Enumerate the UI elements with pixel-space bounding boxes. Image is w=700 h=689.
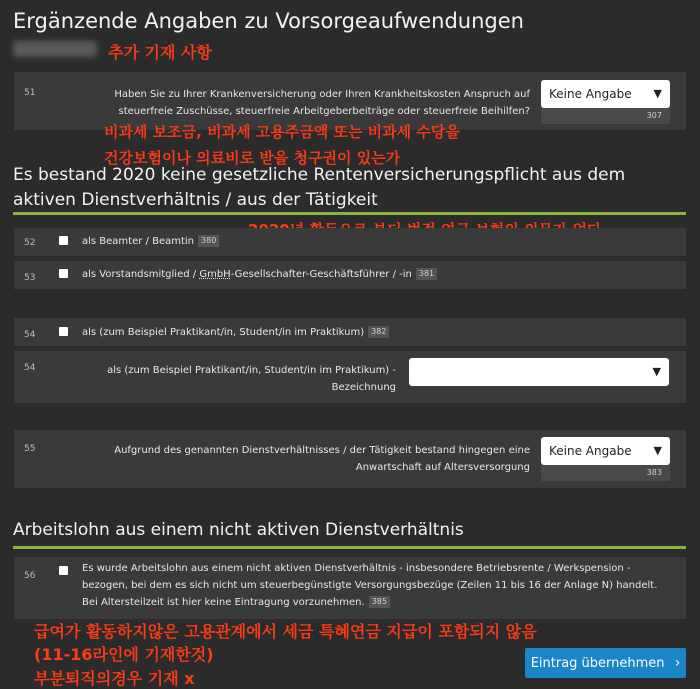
label-praktikant: als (zum Beispiel Praktikant/in, Student/in im Praktikum) 382 <box>82 324 389 341</box>
annotation-question-51-line2: 건강보험이나 의료비로 받을 청구권이 있는가 <box>104 149 401 167</box>
blurred-user-name <box>13 41 97 57</box>
annotation-row-56-line1: 급여가 활동하지않은 고용관계에서 세금 특혜연금 지급이 포함되지 않음 <box>34 622 537 641</box>
field-code: 382 <box>368 326 389 338</box>
field-code: 381 <box>416 268 437 280</box>
form-row-54-checkbox <box>14 318 686 346</box>
question-51: Haben Sie zu Ihrer Krankenversicherung oder Ihren Krankheitskosten Anspruch auf steuerfreie Zuschüsse, steuerfreie Arbeitgeberbeiträge oder steuerfreie Beihilfen? <box>114 89 530 117</box>
field-code: 307 <box>541 108 670 124</box>
label-arbeitslohn-nicht-aktiv: Es wurde Arbeitslohn aus einem nicht aktiven Dienstverhältnis - insbesondere Betriebsrente / Werkspension - bezogen, bei dem es sich nicht um steuerbegünstigte Versorgungsbezüge (Zeilen 11 bis 16 der Anlage N) handelt. Bei Altersteilzeit ist hier keine Eintragung vorzunehmen. 385 <box>82 563 658 608</box>
section-divider <box>13 546 686 549</box>
line-number: 55 <box>24 444 36 454</box>
annotation-question-51-line1: 비과세 보조금, 비과세 고용주금액 또는 비과세 수당을 <box>104 123 460 141</box>
form-row-53 <box>14 261 686 289</box>
section-heading-rentenversicherung: Es bestand 2020 keine gesetzliche Rentenversicherungspflicht aus dem aktiven Dienstverhältnis / aus der Tätigkeit <box>13 165 626 210</box>
form-row-56 <box>14 557 686 619</box>
field-code: 380 <box>198 235 219 247</box>
question-55: Aufgrund des genannten Dienstverhältnisses / der Tätigkeit bestand hingegen eine Anwartschaft auf Altersversorgung <box>114 445 530 473</box>
form-row-52 <box>14 228 686 256</box>
chevron-down-icon: ▼ <box>653 87 662 100</box>
chevron-down-icon: ▼ <box>653 444 662 457</box>
eintrag-uebernehmen-button[interactable]: Eintrag übernehmen › <box>525 648 686 678</box>
form-row-55 <box>14 430 686 488</box>
gmbh-abbreviation[interactable]: GmbH <box>199 269 231 280</box>
field-code: 385 <box>369 596 390 608</box>
page-title: Ergänzende Angaben zu Vorsorgeaufwendungen <box>13 9 524 33</box>
line-number: 56 <box>24 571 36 581</box>
line-number: 52 <box>24 238 36 248</box>
label-beamter: als Beamter / Beamtin 380 <box>82 233 219 250</box>
checkbox-vorstandsmitglied[interactable] <box>59 269 68 278</box>
checkbox-arbeitslohn-nicht-aktiv[interactable] <box>59 566 68 575</box>
annotation-row-56-line2: (11-16라인에 기재한것) <box>34 645 214 664</box>
checkbox-beamter[interactable] <box>59 236 68 245</box>
select-krankenversicherung-anspruch[interactable]: Keine Angabe ▼ <box>541 80 670 108</box>
section-heading-arbeitslohn: Arbeitslohn aus einem nicht aktiven Dienstverhältnis <box>13 520 464 540</box>
line-number: 53 <box>24 273 36 283</box>
checkbox-praktikant[interactable] <box>59 327 68 336</box>
select-anwartschaft[interactable]: Keine Angabe ▼ <box>541 437 670 465</box>
line-number: 54 <box>24 363 36 373</box>
annotation-additional-info: 추가 기재 사항 <box>108 43 212 62</box>
section-divider <box>13 212 686 215</box>
select-bezeichnung[interactable] <box>409 358 669 386</box>
field-code: 383 <box>541 465 670 481</box>
label-vorstandsmitglied: als Vorstandsmitglied / GmbH-Gesellschafter-Geschäftsführer / -in 381 <box>82 266 437 283</box>
line-number: 51 <box>24 88 36 98</box>
label-praktikant-bezeichnung: als (zum Beispiel Praktikant/in, Student/in im Praktikum) - Bezeichnung <box>107 365 396 393</box>
line-number: 54 <box>24 330 36 340</box>
form-row-54-bezeichnung <box>14 351 686 403</box>
chevron-right-icon: › <box>674 655 681 671</box>
chevron-down-icon: ▼ <box>652 365 661 378</box>
annotation-row-56-line3: 부분퇴직의경우 기재 x <box>34 669 195 688</box>
